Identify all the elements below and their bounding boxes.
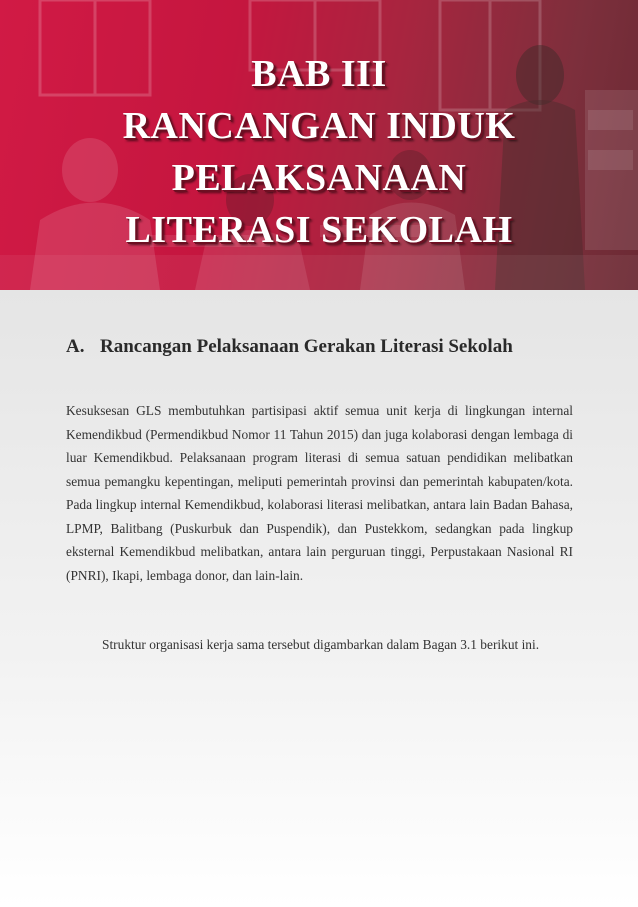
body-paragraph: Struktur organisasi kerja sama tersebut digambarkan dalam Bagan 3.1 berikut ini. <box>102 637 540 652</box>
chapter-title-line: PELAKSANAAN <box>171 157 467 199</box>
body-paragraph: Kesuksesan GLS membutuhkan partisipasi aktif semua unit kerja di lingkungan internal Kemendikbud (Permendikbud Nomor 11 Tahun 2015) dan juga kolaborasi dengan lembaga di luar Kemendikbud. Pelaksanaan program literasi di semua satuan pendidikan melibatkan semua pemangku kepentingan, meliputi pemerintah provinsi dan pemerintah kabupaten/kota. Pada lingkup internal Kemendikbud, kolaborasi literasi melibatkan, antara lain Badan Bahasa, LPMP, Balitbang (Puskurbuk dan Puspendik), dan Pustekkom, sedangkan pada lingkup eksternal Kemendikbud melibatkan, antara lain perguruan tinggi, Perpustakaan Nasional RI (PNRI), Ikapi, lembaga donor, dan lain-lain. <box>66 403 573 583</box>
section-letter: A. <box>66 336 85 357</box>
chapter-title-line: RANCANGAN INDUK <box>122 105 516 147</box>
section-heading <box>66 333 566 361</box>
chapter-title <box>0 48 638 256</box>
chapter-title-line: LITERASI SEKOLAH <box>125 209 513 251</box>
chapter-banner <box>0 0 638 290</box>
section-heading-text: Rancangan Pelaksanaan Gerakan Literasi Sekolah <box>100 336 513 357</box>
chapter-title-line: BAB III <box>251 53 387 95</box>
